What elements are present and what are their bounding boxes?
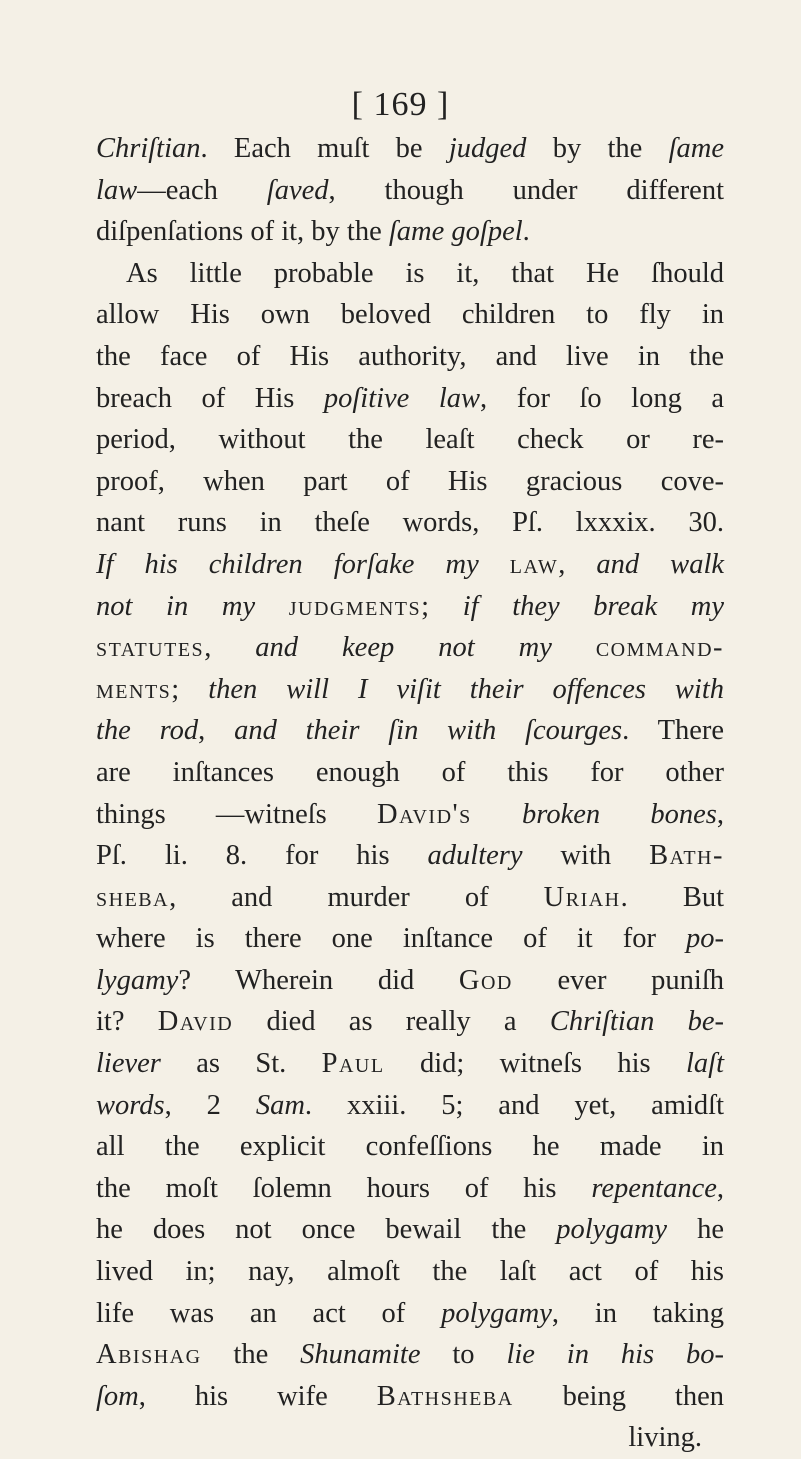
text-line: life was an act of polygamy, in taking xyxy=(96,1297,724,1329)
text-line: ſom, his wife Bathsheba being then xyxy=(96,1380,725,1412)
text-line: period, without the leaſt check or re- xyxy=(96,424,724,456)
text-line: Abishag the Shunamite to lie in his bo- xyxy=(96,1339,725,1371)
text-line: the moſt ſolemn hours of his repentance, xyxy=(96,1172,724,1204)
text-line: the rod, and their ſin with ſcourges. There xyxy=(96,715,725,747)
text-line: things —witneſs David's broken bones, xyxy=(96,798,724,830)
text-line: As little probable is it, that He ſhould xyxy=(126,257,724,289)
text-line: ments; then will I viſit their offences with xyxy=(96,673,725,705)
text-line: all the explicit confeſſions he made in xyxy=(96,1131,724,1163)
page-number-header: [ 169 ] xyxy=(351,86,450,123)
text-line: liever as St. Paul did; witneſs his laſt xyxy=(96,1048,724,1080)
text-line: proof, when part of His gracious cove- xyxy=(96,465,724,497)
text-line: If his children forſake my law, and walk xyxy=(96,548,725,580)
text-line: are inſtances enough of this for other xyxy=(96,756,724,788)
text-line: diſpenſations of it, by the ſame goſpel. xyxy=(96,216,530,248)
text-line: where is there one inſtance of it for po- xyxy=(96,923,724,955)
text-line: the face of His authority, and live in the xyxy=(96,340,724,372)
text-line: sheba, and murder of Uriah. But xyxy=(96,881,724,913)
text-line: words, 2 Sam. xxiii. 5; and yet, amidſt xyxy=(96,1089,725,1121)
text-line: nant runs in theſe words, Pſ. lxxxix. 30. xyxy=(96,507,724,539)
body-text xyxy=(96,128,724,1459)
text-line: lygamy? Wherein did God ever puniſh xyxy=(96,964,724,996)
text-line: Pſ. li. 8. for his adultery with Bath- xyxy=(96,840,724,872)
text-line: Chriſtian. Each muſt be judged by the ſame xyxy=(96,133,724,164)
text-line: not in my judgments; if they break my xyxy=(96,590,725,622)
text-line: living. xyxy=(628,1422,702,1454)
text-line: it? David died as really a Chriſtian be- xyxy=(96,1006,724,1038)
text-line: law—each ſaved, though under different xyxy=(96,174,724,206)
text-line: statutes, and keep not my command- xyxy=(96,632,724,664)
text-line: lived in; nay, almoſt the laſt act of his xyxy=(96,1256,724,1288)
text-line: he does not once bewail the polygamy he xyxy=(96,1214,724,1246)
text-line: allow His own beloved children to fly in xyxy=(96,299,724,331)
text-line: breach of His poſitive law, for ſo long a xyxy=(96,382,724,414)
